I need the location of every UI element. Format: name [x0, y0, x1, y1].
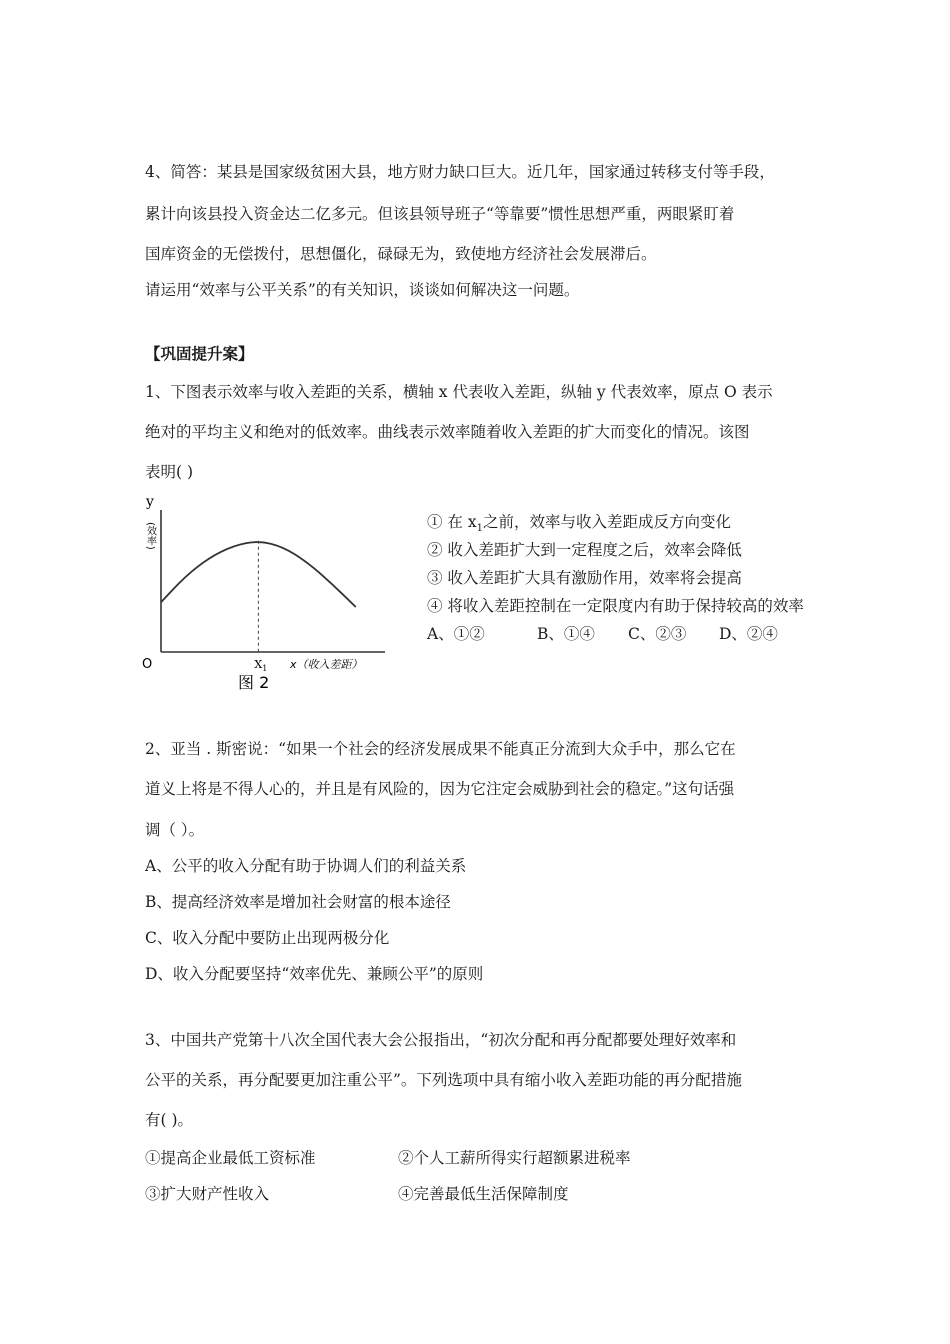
q2-option-a: A、公平的收入分配有助于协调人们的利益关系: [145, 857, 467, 875]
q4-line-1: 4、简答：某县是国家级贫困大县，地方财力缺口巨大。近几年，国家通过转移支付等手段，: [145, 163, 775, 181]
q1-choice-a: A、①②: [427, 625, 485, 643]
q3-line-2: 公平的关系，再分配要更加注重公平”。下列选项中具有缩小收入差距功能的再分配措施: [145, 1071, 742, 1089]
y-axis-letter: y: [146, 494, 154, 510]
q1-item-3: ③ 收入差距扩大具有激励作用，效率将会提高: [427, 569, 742, 587]
q2-line-3: 调（ ）。: [145, 821, 205, 839]
x1-label: $X_1$: [254, 658, 268, 673]
q3-item-2: ②个人工薪所得实行超额累进税率: [398, 1149, 631, 1167]
q2-line-2: 道义上将是不得人心的，并且是有风险的，因为它注定会威胁到社会的稳定。”这句话强: [145, 780, 735, 798]
q4-line-3: 国库资金的无偿拨付，思想僵化，碌碌无为，致使地方经济社会发展滞后。: [145, 245, 657, 263]
q2-option-c: C、收入分配中要防止出现两极分化: [145, 929, 390, 947]
q3-item-3: ③扩大财产性收入: [145, 1185, 270, 1203]
q2-option-d: D、收入分配要坚持“效率优先、兼顾公平”的原则: [145, 965, 484, 983]
figure-caption: 图 2: [238, 673, 270, 692]
q1-line-3: 表明( ): [145, 463, 194, 481]
q3-line-1: 3、中国共产党第十八次全国代表大会公报指出，“初次分配和再分配都要处理好效率和: [145, 1031, 737, 1049]
q3-item-4: ④完善最低生活保障制度: [398, 1185, 569, 1203]
q4-line-4: 请运用“效率与公平关系”的有关知识，谈谈如何解决这一问题。: [145, 281, 580, 299]
origin-label: O: [142, 657, 153, 672]
y-axis-label: (效率): [144, 522, 156, 550]
efficiency-income-gap-chart: [140, 488, 390, 698]
q2-line-1: 2、亚当 . 斯密说：“如果一个社会的经济发展成果不能真正分流到大众手中，那么它在: [145, 740, 736, 758]
q1-item-2: ② 收入差距扩大到一定程度之后，效率会降低: [427, 541, 742, 559]
q1-item-1: ① 在 $x_1$之前，效率与收入差距成反方向变化: [427, 513, 731, 535]
x-axis-label: x（收入差距）: [290, 658, 363, 671]
q1-item-4: ④ 将收入差距控制在一定限度内有助于保持较高的效率: [427, 597, 804, 615]
section-title: 【巩固提升案】: [145, 345, 254, 363]
q1-choice-c: C、②③: [628, 625, 687, 643]
q4-line-2: 累计向该县投入资金达二亿多元。但该县领导班子“等靠要”惯性思想严重，两眼紧盯着: [145, 205, 735, 223]
q3-item-1: ①提高企业最低工资标准: [145, 1149, 316, 1167]
q1-choice-d: D、②④: [719, 625, 778, 643]
q1-choice-b: B、①④: [537, 625, 595, 643]
q1-line-1: 1、下图表示效率与收入差距的关系，横轴 x 代表收入差距，纵轴 y 代表效率，原点 O 表示: [145, 383, 773, 401]
q1-line-2: 绝对的平均主义和绝对的低效率。曲线表示效率随着收入差距的扩大而变化的情况。该图: [145, 423, 750, 441]
q3-line-3: 有( )。: [145, 1111, 194, 1129]
q2-option-b: B、提高经济效率是增加社会财富的根本途径: [145, 893, 451, 911]
